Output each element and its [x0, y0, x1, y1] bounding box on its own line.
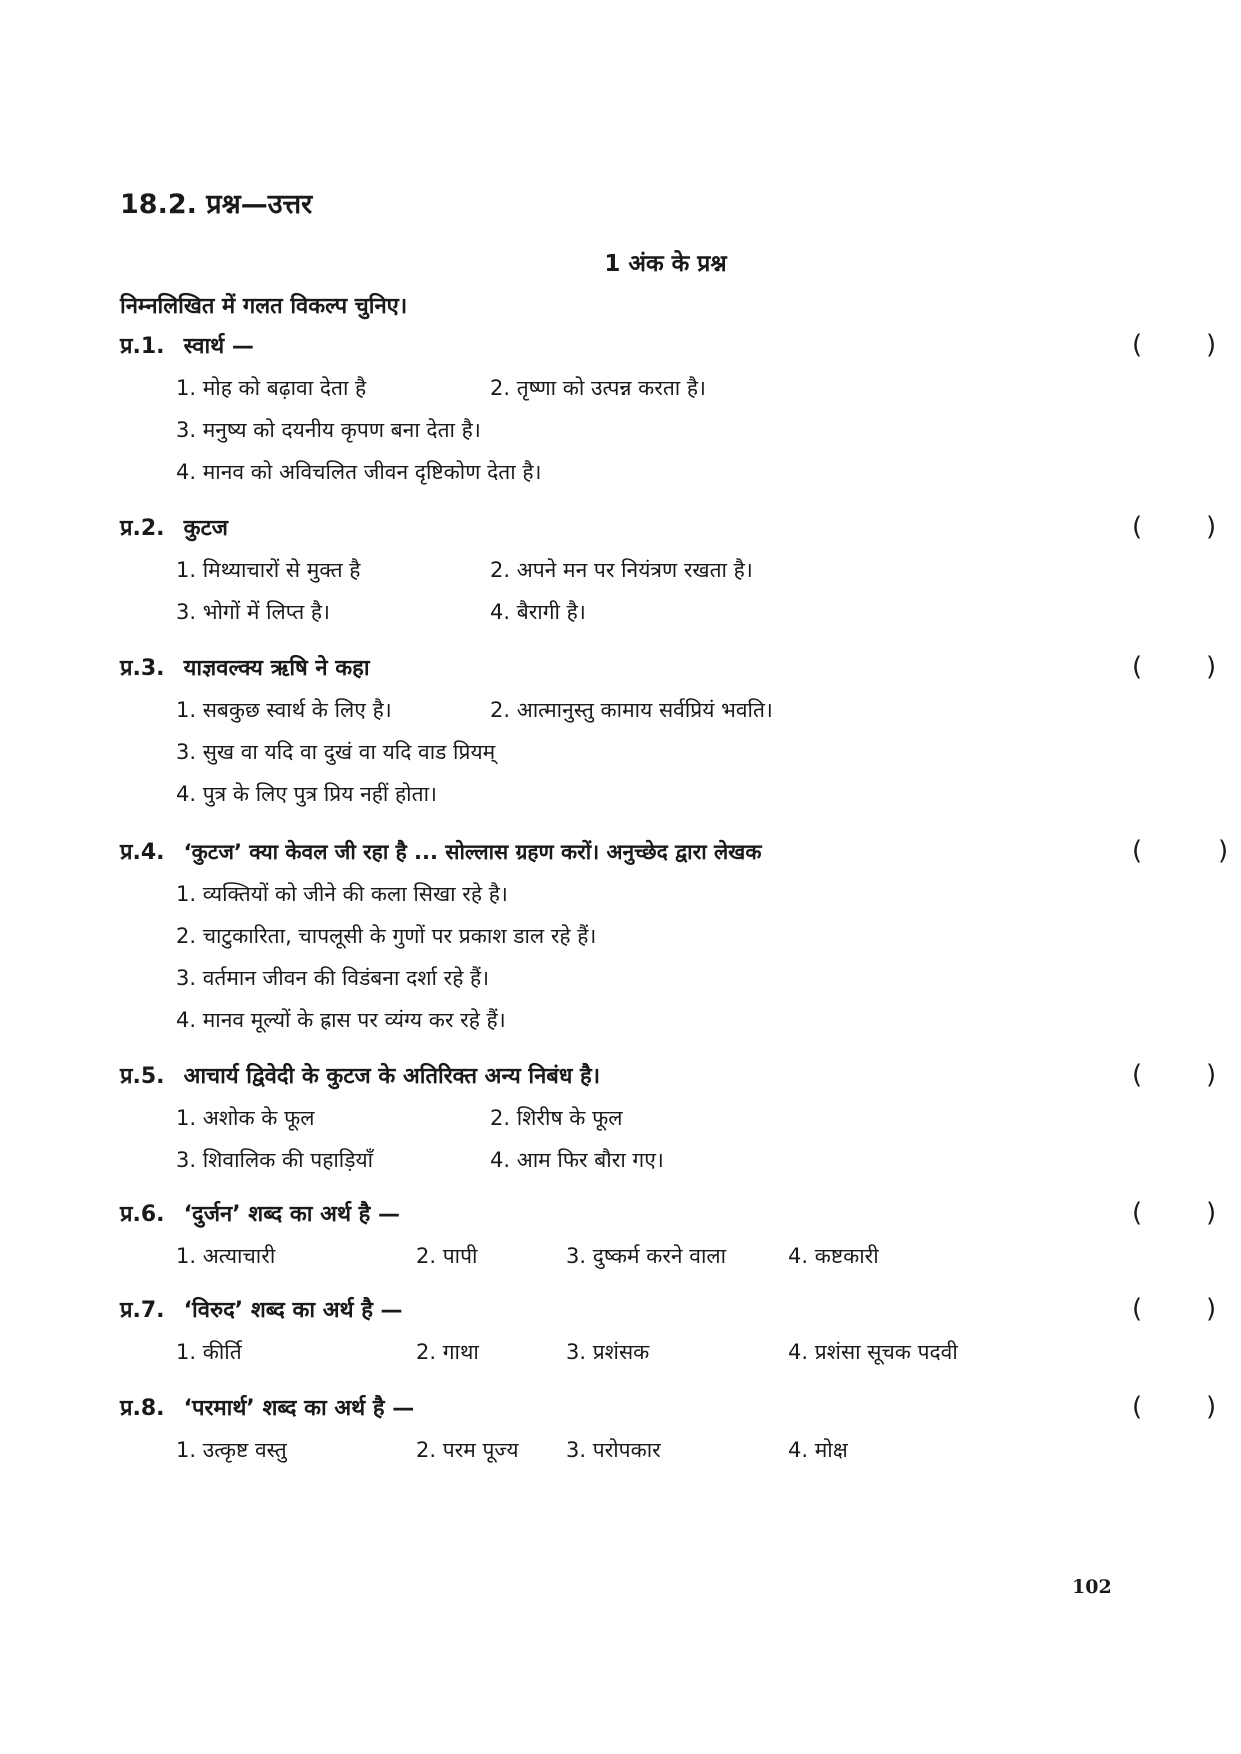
option: 4. बैरागी है। [490, 600, 586, 624]
instruction: निम्नलिखित में गलत विकल्प चुनिए। [120, 294, 408, 319]
bracket-open: ( [1132, 1392, 1143, 1422]
option: 2. अपने मन पर नियंत्रण रखता है। [490, 558, 753, 582]
bracket-close: ) [1206, 1294, 1217, 1324]
question-3-heading [120, 652, 1217, 686]
question-6-heading [120, 1198, 1217, 1232]
question-4-heading [120, 836, 1229, 870]
option: 2. परम पूज्य [416, 1438, 519, 1462]
option: 3. परोपकार [566, 1438, 661, 1462]
option: 2. आत्मानुस्तु कामाय सर्वप्रियं भवति। [490, 698, 773, 722]
option: 2. पापी [416, 1244, 478, 1268]
option: 1. उत्कृष्ट वस्तु [176, 1438, 287, 1462]
bracket-open: ( [1132, 1198, 1143, 1228]
question-number: प्र.8. [120, 1396, 165, 1421]
option: 4. आम फिर बौरा गए। [490, 1148, 664, 1172]
question-1-heading [120, 330, 1217, 364]
bracket-close: ) [1206, 1198, 1217, 1228]
option: 1. अशोक के फूल [176, 1106, 315, 1130]
bracket-open: ( [1132, 836, 1143, 866]
option: 3. सुख वा यदि वा दुखं वा यदि वाड प्रियम् [176, 740, 496, 764]
question-5-heading [120, 1060, 1217, 1094]
bracket-open: ( [1132, 512, 1143, 542]
bracket-open: ( [1132, 1294, 1143, 1324]
question-7-heading [120, 1294, 1217, 1328]
question-number: प्र.5. [120, 1064, 165, 1089]
option: 3. दुष्कर्म करने वाला [566, 1244, 727, 1268]
option: 1. मिथ्याचारों से मुक्त है [176, 558, 361, 582]
option: 2. शिरीष के फूल [490, 1106, 623, 1130]
option: 2. गाथा [416, 1340, 479, 1364]
option: 3. शिवालिक की पहाड़ियाँ [176, 1148, 374, 1172]
option: 2. तृष्णा को उत्पन्न करता है। [490, 376, 707, 400]
bracket-close: ) [1206, 1060, 1217, 1090]
question-text: ‘दुर्जन’ शब्द का अर्थ है — [183, 1202, 401, 1227]
page-number: 102 [1072, 1576, 1112, 1598]
question-text: स्वार्थ — [183, 334, 254, 359]
question-number: प्र.1. [120, 334, 165, 359]
option: 2. चाटुकारिता, चापलूसी के गुणों पर प्रकाश डाल रहे हैं। [176, 924, 597, 948]
option: 1. कीर्ति [176, 1340, 242, 1364]
question-text: याज्ञवल्क्य ऋषि ने कहा [183, 656, 370, 681]
question-8-heading [120, 1392, 1217, 1426]
question-text: कुटज [183, 516, 228, 541]
bracket-close: ) [1218, 836, 1229, 866]
option: 1. व्यक्तियों को जीने की कला सिखा रहे है। [176, 882, 508, 906]
option: 3. वर्तमान जीवन की विडंबना दर्शा रहे हैं। [176, 966, 490, 990]
subtitle: 1 अंक के प्रश्न [604, 251, 727, 277]
question-number: प्र.2. [120, 516, 165, 541]
question-text: ‘परमार्थ’ शब्द का अर्थ है — [183, 1396, 415, 1421]
bracket-open: ( [1132, 330, 1143, 360]
question-text: ‘कुटज’ क्या केवल जी रहा है ... सोल्लास ग्रहण करों। अनुच्छेद द्वारा लेखक [183, 840, 762, 864]
option: 4. पुत्र के लिए पुत्र प्रिय नहीं होता। [176, 782, 437, 806]
bracket-close: ) [1206, 330, 1217, 360]
option: 3. प्रशंसक [566, 1340, 650, 1364]
option: 4. प्रशंसा सूचक पदवी [788, 1340, 958, 1364]
bracket-open: ( [1132, 1060, 1143, 1090]
option: 1. मोह को बढ़ावा देता है [176, 376, 367, 400]
option: 4. कष्टकारी [788, 1244, 879, 1268]
question-number: प्र.4. [120, 840, 165, 865]
question-text: आचार्य द्विवेदी के कुटज के अतिरिक्त अन्य निबंध है। [183, 1064, 601, 1089]
question-2-heading [120, 512, 1217, 546]
bracket-close: ) [1206, 652, 1217, 682]
question-text: ‘विरुद’ शब्द का अर्थ है — [183, 1298, 403, 1323]
question-number: प्र.3. [120, 656, 165, 681]
option: 3. भोगों में लिप्त है। [176, 600, 330, 624]
bracket-close: ) [1206, 512, 1217, 542]
option: 4. मानव को अविचलित जीवन दृष्टिकोण देता है। [176, 460, 542, 484]
option: 1. अत्याचारी [176, 1244, 276, 1268]
bracket-open: ( [1132, 652, 1143, 682]
bracket-close: ) [1206, 1392, 1217, 1422]
section-title: 18.2. प्रश्न—उत्तर [120, 189, 313, 220]
option: 4. मोक्ष [788, 1438, 848, 1462]
option: 1. सबकुछ स्वार्थ के लिए है। [176, 698, 392, 722]
option: 4. मानव मूल्यों के ह्रास पर व्यंग्य कर रहे हैं। [176, 1008, 506, 1032]
question-number: प्र.7. [120, 1298, 165, 1323]
option: 3. मनुष्य को दयनीय कृपण बना देता है। [176, 418, 481, 442]
question-number: प्र.6. [120, 1202, 165, 1227]
